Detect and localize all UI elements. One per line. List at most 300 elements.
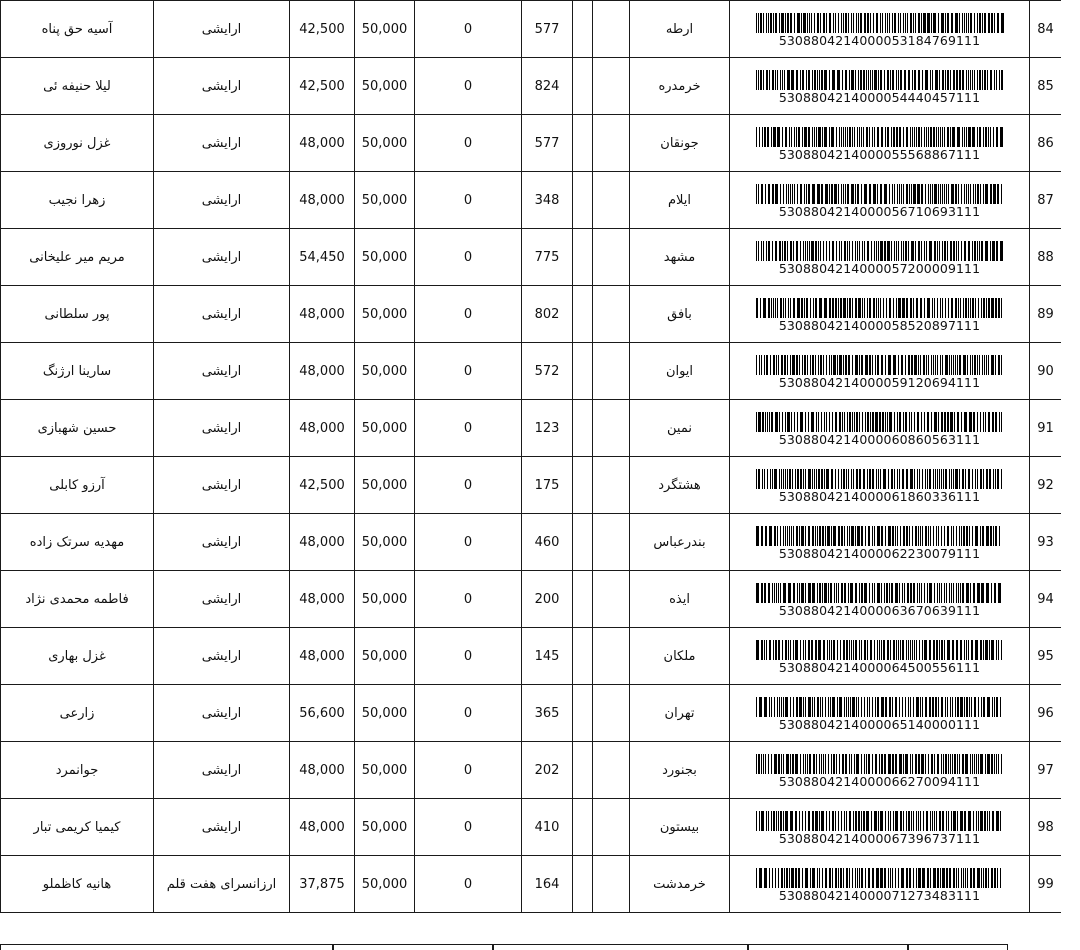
barcode-bar	[829, 13, 831, 33]
barcode-bar	[810, 868, 811, 888]
barcode-bar	[859, 241, 860, 261]
code-cell: 175	[522, 457, 573, 514]
barcode-bar	[855, 70, 856, 90]
barcode-bar	[988, 127, 989, 147]
barcode-bar	[852, 127, 853, 147]
barcode-bar	[998, 640, 999, 660]
barcode-bar	[932, 811, 933, 831]
code-cell: 460	[522, 514, 573, 571]
barcode-bar	[970, 754, 971, 774]
empty-cell	[593, 856, 630, 913]
barcode-bar	[768, 241, 770, 261]
barcode-bar	[929, 583, 932, 603]
barcode-bar	[891, 241, 892, 261]
barcode-bar	[816, 754, 817, 774]
barcode-bar	[888, 526, 891, 546]
barcode-bar	[909, 412, 910, 432]
barcode-bar	[955, 13, 958, 33]
barcode-bar	[949, 868, 951, 888]
barcode-bar	[953, 811, 956, 831]
barcode-bar	[849, 811, 851, 831]
barcode-bar	[880, 184, 882, 204]
empty-cell	[593, 742, 630, 799]
barcode-bar	[951, 13, 953, 33]
zero-cell: 0	[415, 628, 522, 685]
barcode-bar	[902, 469, 904, 489]
barcode-bar	[824, 469, 825, 489]
barcode-bar	[993, 127, 994, 147]
barcode-bar	[968, 811, 971, 831]
barcode-bar	[762, 127, 763, 147]
barcode-bar	[948, 184, 949, 204]
barcode-bar	[894, 469, 895, 489]
barcode-bar	[889, 298, 891, 318]
barcode-bar	[825, 754, 826, 774]
barcode-bar	[910, 754, 911, 774]
barcode-bar	[861, 754, 862, 774]
barcode-bar	[932, 184, 933, 204]
barcode-bar	[768, 754, 769, 774]
barcode-bar	[803, 13, 806, 33]
barcode-bar	[977, 355, 978, 375]
barcode-bar	[966, 127, 967, 147]
barcode-bar	[802, 355, 803, 375]
recipient-name-cell: حسین شهبازی	[1, 400, 154, 457]
barcode-bar	[977, 583, 980, 603]
barcode-bar	[903, 241, 904, 261]
barcode-bar	[996, 697, 998, 717]
barcode-bar	[798, 127, 800, 147]
barcode-bar	[960, 298, 961, 318]
barcode-bar	[903, 13, 904, 33]
barcode-bar	[950, 241, 952, 261]
barcode-bar	[897, 469, 898, 489]
barcode-bar	[954, 754, 956, 774]
barcode-bar	[970, 13, 972, 33]
barcode	[730, 695, 1029, 732]
barcode-bar	[899, 469, 900, 489]
zero-cell: 0	[415, 229, 522, 286]
barcode-bar	[978, 811, 979, 831]
barcode-bar	[985, 241, 988, 261]
barcode-bar	[993, 469, 994, 489]
barcode-bar	[900, 640, 901, 660]
barcode-bar	[805, 412, 806, 432]
barcode-bar	[760, 70, 762, 90]
barcode-bar	[808, 127, 810, 147]
zero-cell: 0	[415, 172, 522, 229]
barcode-bar	[953, 868, 955, 888]
barcode-bar	[824, 70, 827, 90]
recipient-name-cell: غزل بهاری	[1, 628, 154, 685]
barcode-bar	[815, 298, 817, 318]
barcode-bar	[856, 754, 859, 774]
barcode-bar	[829, 811, 830, 831]
barcode-bar	[939, 583, 940, 603]
barcode-bar	[864, 298, 865, 318]
barcode-bar	[797, 184, 798, 204]
barcode-bar	[843, 640, 845, 660]
barcode-bar	[796, 127, 797, 147]
barcode-bar	[922, 868, 925, 888]
barcode-bar	[951, 583, 952, 603]
barcode-bar	[885, 811, 886, 831]
barcode-bar	[996, 241, 998, 261]
barcode-bar	[795, 811, 797, 831]
barcode-bar	[921, 13, 922, 33]
barcode-bar	[957, 355, 958, 375]
barcode-bar	[982, 70, 983, 90]
barcode-bar	[975, 526, 978, 546]
barcode-bar	[804, 355, 806, 375]
recipient-name-cell: جوانمرد	[1, 742, 154, 799]
barcode-bar	[763, 13, 764, 33]
barcode-bar	[852, 241, 853, 261]
barcode-bar	[975, 184, 976, 204]
barcode-graphic	[754, 13, 1006, 33]
barcode-bar	[896, 241, 897, 261]
barcode-bar	[844, 412, 845, 432]
barcode-bar	[979, 13, 981, 33]
barcode-bar	[1000, 241, 1003, 261]
barcode-bar	[771, 811, 772, 831]
barcode-bar	[758, 13, 759, 33]
barcode-bar	[864, 184, 867, 204]
barcode-bar	[913, 298, 914, 318]
barcode-bar	[906, 184, 908, 204]
barcode-bar	[959, 13, 960, 33]
barcode-bar	[867, 298, 868, 318]
barcode-bar	[932, 697, 934, 717]
city-cell: بیستون	[630, 799, 730, 856]
barcode-bar	[981, 697, 982, 717]
barcode-bar	[832, 241, 834, 261]
barcode-bar	[884, 70, 885, 90]
barcode-bar	[863, 70, 865, 90]
barcode-bar	[805, 241, 806, 261]
barcode-bar	[926, 355, 927, 375]
footer-cell	[493, 944, 748, 950]
barcode-bar	[918, 13, 920, 33]
barcode-bar	[803, 241, 804, 261]
barcode-bar	[881, 355, 883, 375]
barcode-number: 5308804214000061860336111	[778, 488, 981, 504]
barcode-bar	[916, 127, 917, 147]
barcode-bar	[825, 868, 827, 888]
barcode-bar	[932, 70, 933, 90]
barcode-bar	[805, 526, 806, 546]
barcode-bar	[964, 412, 967, 432]
barcode-bar	[815, 526, 816, 546]
barcode-bar	[906, 469, 908, 489]
barcode-bar	[916, 640, 917, 660]
barcode-bar	[829, 412, 830, 432]
barcode-bar	[794, 184, 795, 204]
barcode-bar	[964, 640, 965, 660]
barcode-bar	[927, 583, 928, 603]
barcode-bar	[779, 412, 780, 432]
barcode-bar	[975, 640, 978, 660]
barcode-bar	[1000, 127, 1003, 147]
barcode-bar	[962, 13, 963, 33]
barcode-bar	[832, 298, 834, 318]
barcode-bar	[795, 640, 798, 660]
barcode-bar	[962, 70, 964, 90]
barcode-bar	[912, 640, 913, 660]
barcode-graphic	[754, 70, 1006, 90]
barcode-bar	[984, 355, 985, 375]
barcode-bar	[803, 754, 804, 774]
barcode-bar	[808, 469, 811, 489]
barcode-bar	[819, 868, 820, 888]
barcode-bar	[976, 811, 977, 831]
barcode-bar	[855, 811, 857, 831]
barcode-bar	[994, 70, 995, 90]
barcode-bar	[814, 127, 815, 147]
barcode-bar	[868, 70, 869, 90]
barcode-bar	[776, 355, 777, 375]
barcode-bar	[756, 811, 757, 831]
barcode-bar	[857, 241, 858, 261]
category-cell: ارایشی	[154, 172, 290, 229]
barcode-bar	[947, 241, 948, 261]
barcode-bar	[772, 469, 773, 489]
barcode-bar	[838, 526, 840, 546]
barcode-bar	[818, 640, 821, 660]
barcode-bar	[962, 469, 964, 489]
barcode-bar	[797, 13, 800, 33]
barcode-bar	[869, 469, 871, 489]
barcode-bar	[826, 412, 827, 432]
barcode-bar	[964, 184, 965, 204]
barcode-bar	[974, 241, 976, 261]
barcode-bar	[919, 640, 920, 660]
barcode-bar	[966, 526, 968, 546]
barcode-bar	[838, 13, 839, 33]
footer-cell	[0, 944, 333, 950]
empty-cell	[573, 457, 593, 514]
barcode-bar	[976, 754, 977, 774]
amount-cell: 50,000	[355, 172, 415, 229]
recipient-name-cell: مهدیه سرتک زاده	[1, 514, 154, 571]
barcode-bar	[804, 184, 805, 204]
barcode-bar	[801, 298, 803, 318]
barcode-bar	[939, 469, 940, 489]
barcode-bar	[782, 412, 783, 432]
barcode-bar	[850, 697, 851, 717]
barcode-bar	[914, 70, 916, 90]
empty-cell	[593, 571, 630, 628]
barcode-bar	[922, 640, 923, 660]
barcode-number: 5308804214000064500556111	[778, 659, 981, 675]
barcode-graphic	[754, 868, 1006, 888]
barcode-bar	[878, 811, 879, 831]
barcode-bar	[985, 754, 986, 774]
barcode-bar	[914, 640, 915, 660]
barcode-bar	[809, 13, 810, 33]
barcode-bar	[766, 355, 768, 375]
barcode-bar	[972, 469, 973, 489]
barcode-bar	[764, 868, 767, 888]
zero-cell: 0	[415, 457, 522, 514]
barcode-bar	[871, 811, 872, 831]
barcode-bar	[927, 412, 929, 432]
barcode-bar	[933, 526, 934, 546]
barcode-bar	[980, 526, 981, 546]
barcode-bar	[907, 13, 908, 33]
barcode-cell	[730, 343, 1030, 400]
barcode-bar	[930, 811, 931, 831]
amount-cell: 50,000	[355, 799, 415, 856]
barcode-bar	[783, 697, 784, 717]
barcode-bar	[918, 868, 921, 888]
barcode-bar	[918, 70, 920, 90]
barcode-bar	[960, 811, 963, 831]
barcode-bar	[780, 184, 781, 204]
barcode-bar	[812, 697, 813, 717]
barcode-bar	[936, 526, 937, 546]
barcode-graphic	[754, 241, 1006, 261]
barcode-bar	[823, 640, 825, 660]
barcode-bar	[864, 13, 866, 33]
barcode-bar	[972, 298, 974, 318]
barcode-bar	[877, 526, 880, 546]
barcode-bar	[814, 469, 815, 489]
barcode-bar	[911, 184, 912, 204]
barcode-bar	[905, 697, 906, 717]
barcode-bar	[832, 70, 835, 90]
barcode-bar	[819, 70, 820, 90]
barcode-bar	[893, 298, 894, 318]
barcode-bar	[1001, 754, 1002, 774]
barcode-bar	[972, 355, 973, 375]
barcode-bar	[775, 640, 777, 660]
barcode-bar	[835, 298, 837, 318]
barcode-bar	[964, 811, 966, 831]
barcode-bar	[922, 469, 923, 489]
barcode-bar	[829, 298, 831, 318]
amount-cell: 50,000	[355, 58, 415, 115]
barcode-bar	[982, 13, 983, 33]
barcode-bar	[956, 241, 957, 261]
barcode-bar	[959, 469, 960, 489]
barcode-bar	[855, 583, 857, 603]
barcode-bar	[920, 298, 922, 318]
barcode-bar	[827, 640, 828, 660]
barcode-bar	[832, 412, 833, 432]
barcode-bar	[821, 70, 823, 90]
barcode-bar	[856, 412, 858, 432]
barcode-bar	[888, 469, 889, 489]
barcode-bar	[799, 811, 800, 831]
barcode-bar	[785, 298, 786, 318]
barcode-bar	[847, 127, 848, 147]
barcode-bar	[787, 526, 788, 546]
barcode-bar	[977, 412, 978, 432]
barcode-bar	[936, 811, 937, 831]
barcode-number: 5308804214000053184769111	[778, 32, 981, 48]
barcode-bar	[829, 355, 830, 375]
barcode-bar	[861, 868, 863, 888]
barcode-bar	[927, 868, 929, 888]
barcode-bar	[812, 70, 813, 90]
barcode-bar	[940, 184, 941, 204]
barcode-bar	[960, 583, 961, 603]
barcode-bar	[756, 697, 757, 717]
barcode-bar	[872, 469, 874, 489]
barcode-bar	[769, 412, 770, 432]
barcode-bar	[766, 640, 767, 660]
barcode-bar	[917, 412, 919, 432]
barcode-bar	[943, 754, 944, 774]
barcode-bar	[950, 697, 951, 717]
barcode-bar	[935, 469, 936, 489]
barcode-bar	[932, 298, 933, 318]
barcode-bar	[873, 298, 875, 318]
barcode-bar	[865, 355, 868, 375]
barcode-bar	[962, 127, 963, 147]
barcode-bar	[818, 241, 819, 261]
barcode-bar	[940, 355, 941, 375]
row-number-cell: 87	[1030, 172, 1062, 229]
barcode-bar	[882, 412, 884, 432]
barcode-bar	[995, 526, 997, 546]
barcode-bar	[944, 127, 945, 147]
price-cell: 56,600	[290, 685, 355, 742]
barcode-bar	[848, 13, 849, 33]
barcode-bar	[888, 811, 889, 831]
row-number-cell: 97	[1030, 742, 1062, 799]
barcode-bar	[773, 811, 775, 831]
barcode-bar	[795, 469, 796, 489]
amount-cell: 50,000	[355, 571, 415, 628]
barcode-bar	[866, 70, 867, 90]
recipient-name-cell: لیلا حنیفه ئی	[1, 58, 154, 115]
barcode-bar	[783, 583, 786, 603]
barcode-bar	[885, 697, 887, 717]
barcode-cell	[730, 799, 1030, 856]
barcode-bar	[893, 355, 896, 375]
barcode-bar	[867, 241, 869, 261]
barcode-bar	[990, 127, 991, 147]
barcode-bar	[881, 697, 884, 717]
barcode-bar	[925, 70, 928, 90]
category-cell: ارایشی	[154, 58, 290, 115]
barcode-bar	[889, 412, 892, 432]
barcode-bar	[859, 355, 860, 375]
barcode-bar	[984, 811, 986, 831]
barcode-bar	[983, 412, 984, 432]
barcode-bar	[924, 241, 925, 261]
barcode-bar	[845, 355, 847, 375]
barcode-bar	[953, 526, 954, 546]
barcode-bar	[946, 583, 947, 603]
barcode-bar	[994, 583, 996, 603]
barcode-bar	[946, 184, 947, 204]
barcode-bar	[880, 868, 883, 888]
empty-cell	[593, 343, 630, 400]
barcode-bar	[817, 526, 818, 546]
code-cell: 164	[522, 856, 573, 913]
barcode-bar	[820, 13, 821, 33]
barcode-bar	[800, 70, 801, 90]
barcode-bar	[844, 697, 845, 717]
barcode-bar	[977, 70, 978, 90]
barcode-bar	[870, 640, 872, 660]
barcode-bar	[831, 640, 832, 660]
barcode-bar	[887, 412, 888, 432]
barcode-bar	[898, 70, 899, 90]
